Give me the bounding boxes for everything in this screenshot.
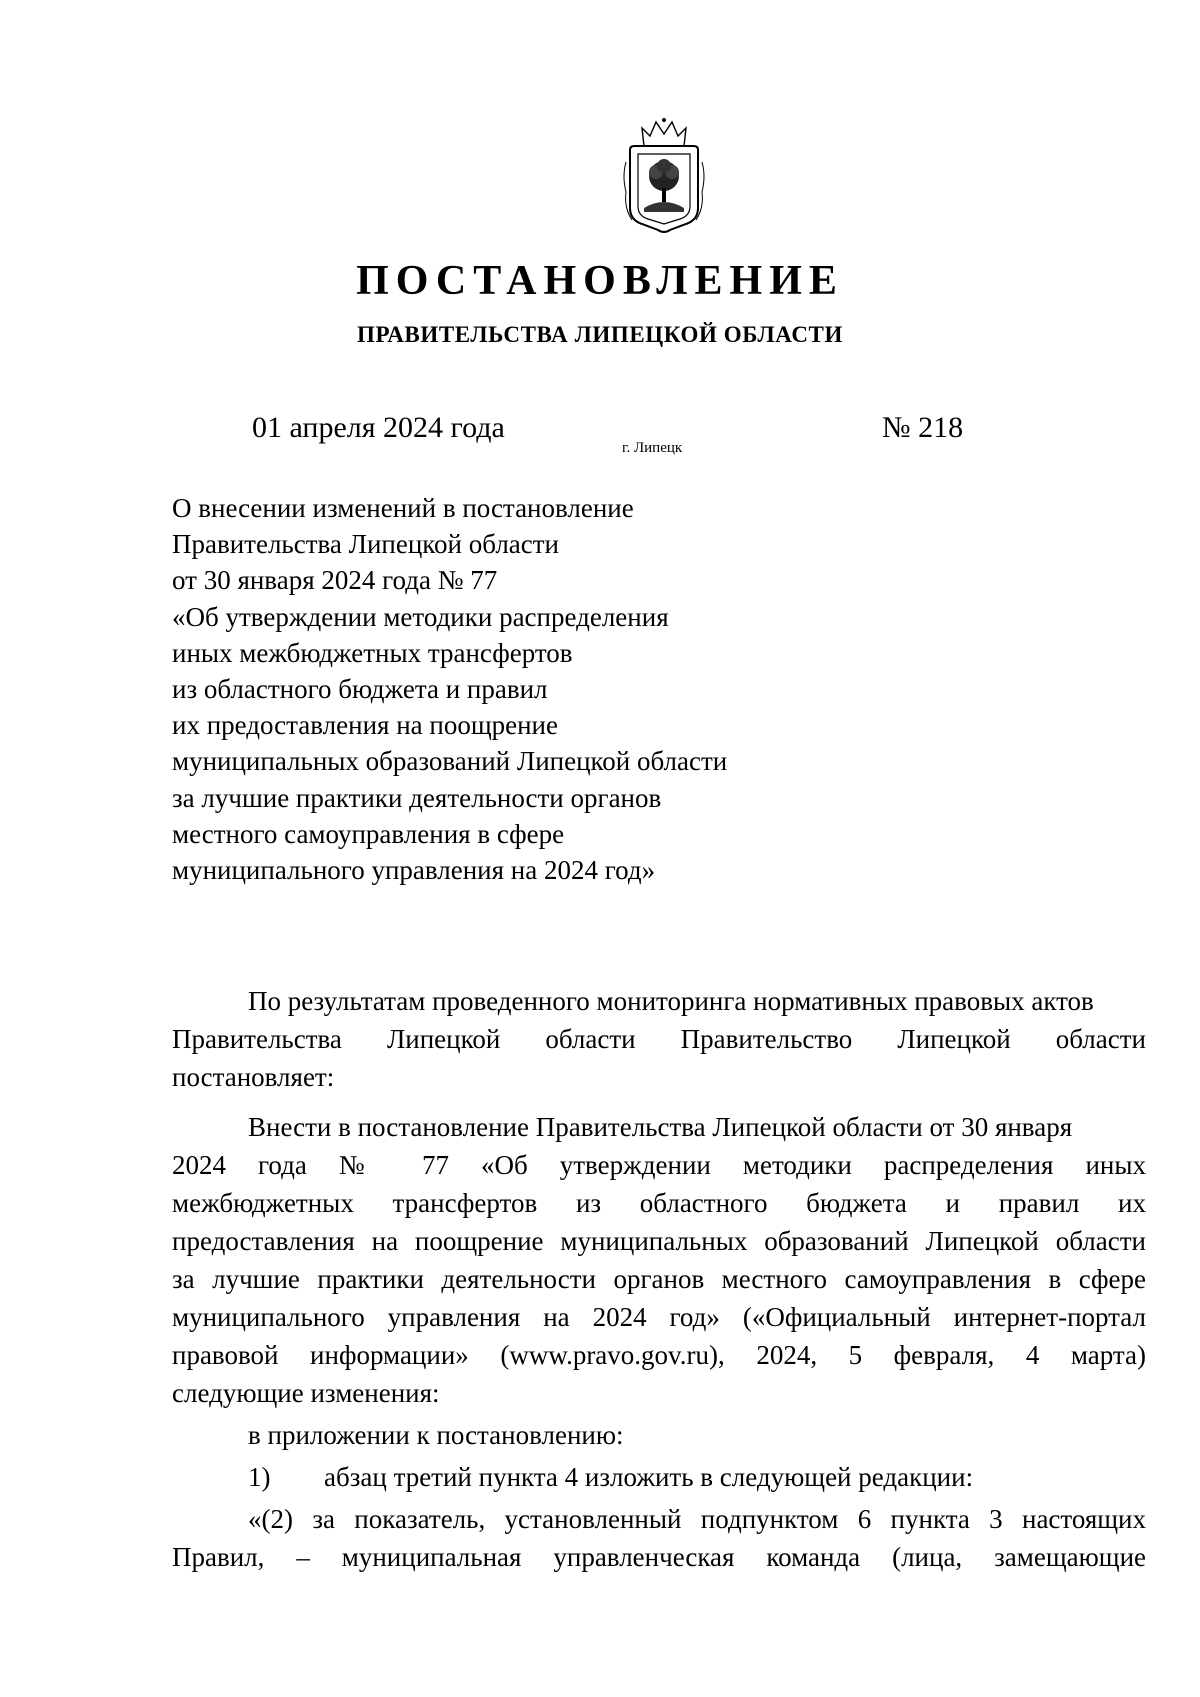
- appendix-paragraph: в приложении к постановлению:: [248, 1420, 624, 1450]
- body-line: межбюджетных трансфертов из областного бюджета и правил их: [172, 1188, 1146, 1218]
- body-line: Правительства Липецкой области Правительство Липецкой области: [172, 1024, 1146, 1054]
- title-line: их предоставления на поощрение: [172, 710, 558, 741]
- document-body: [172, 982, 1146, 1576]
- title-line: от 30 января 2024 года № 77: [172, 565, 498, 596]
- body-line: Правил, – муниципальная управленческая команда (лица, замещающие: [172, 1542, 1146, 1572]
- preamble-paragraph: [172, 982, 1146, 1096]
- body-line: правовой информации» (www.pravo.gov.ru), 2024, 5 февраля, 4 марта): [172, 1340, 1146, 1370]
- document-city: г. Липецк: [622, 440, 683, 456]
- body-line: По результатам проведенного мониторинга нормативных правовых актов: [248, 986, 1094, 1016]
- quoted-paragraph: [172, 1500, 1146, 1576]
- list-item-text: абзац третий пункта 4 изложить в следующей редакции:: [324, 1462, 974, 1492]
- amendment-paragraph: [172, 1108, 1146, 1412]
- document-title: [172, 490, 872, 888]
- body-line: следующие изменения:: [172, 1378, 440, 1408]
- document-number: № 218: [882, 411, 964, 444]
- list-item: [172, 1458, 1146, 1496]
- body-line: предоставления на поощрение муниципальных образований Липецкой области: [172, 1226, 1146, 1256]
- title-line: местного самоуправления в сфере: [172, 818, 565, 849]
- title-line: муниципального управления на 2024 год»: [172, 855, 656, 886]
- title-line: Правительства Липецкой области: [172, 529, 560, 560]
- body-line: Внести в постановление Правительства Липецкой области от 30 января: [248, 1112, 1073, 1142]
- coat-of-arms-icon: [620, 116, 708, 238]
- body-line: за лучшие практики деятельности органов местного самоуправления в сфере: [172, 1264, 1146, 1294]
- body-line: 2024 года № 77 «Об утверждении методики распределения иных: [172, 1150, 1146, 1180]
- title-line: О внесении изменений в постановление: [172, 493, 634, 523]
- title-line: за лучшие практики деятельности органов: [172, 782, 662, 813]
- body-line: постановляет:: [172, 1062, 335, 1092]
- list-item-number: 1): [248, 1462, 271, 1492]
- document-date: 01 апреля 2024 года: [252, 411, 505, 444]
- body-line: «(2) за показатель, установленный подпунктом 6 пункта 3 настоящих: [248, 1504, 1146, 1534]
- title-line: из областного бюджета и правил: [172, 674, 548, 705]
- document-type-heading: ПОСТАНОВЛЕНИЕ: [356, 258, 844, 304]
- body-line: муниципального управления на 2024 год» («Официальный интернет-портал: [172, 1302, 1146, 1332]
- title-line: муниципальных образований Липецкой области: [172, 746, 728, 777]
- issuer-name: ПРАВИТЕЛЬСТВА ЛИПЕЦКОЙ ОБЛАСТИ: [357, 322, 843, 347]
- title-line: иных межбюджетных трансфертов: [172, 637, 573, 668]
- title-line: «Об утверждении методики распределения: [172, 601, 669, 632]
